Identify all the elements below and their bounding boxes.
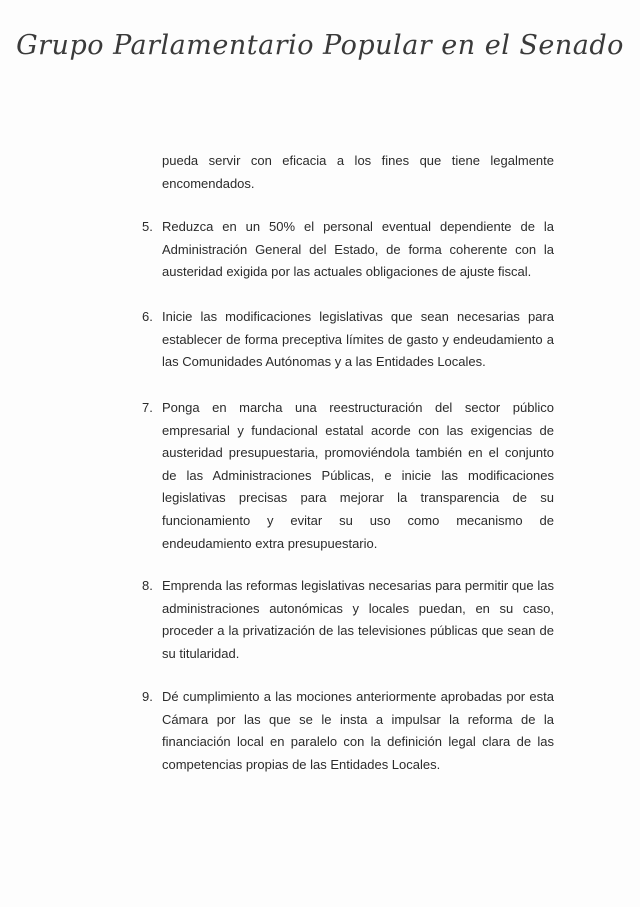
- list-item-text: Emprenda las reformas legislativas necesarias para permitir que las administraciones autonómicas y locales puedan, en su caso, proceder a la privatización de las televisiones públicas que sean de su titularidad.: [162, 578, 554, 661]
- list-item-text: Inicie las modificaciones legislativas que sean necesarias para establecer de forma preceptiva límites de gasto y endeudamiento a las Comunidades Autónomas y a las Entidades Locales.: [162, 309, 554, 370]
- list-item-text: Reduzca en un 50% el personal eventual dependiente de la Administración General del Estado, de forma coherente con la austeridad exigida por las actuales obligaciones de ajuste fiscal.: [162, 219, 554, 280]
- list-item-text: Ponga en marcha una reestructuración del sector público empresarial y fundacional estatal acorde con las exigencias de austeridad presupuestaria, promoviéndola también en el conjunto de las Administraciones Públicas, e inicie las modificaciones legislativas precisas para mejorar la transparencia de su funcionamiento y evitar su uso como mecanismo de endeudamiento extra presupuestario.: [162, 400, 554, 551]
- list-item-number: 7.: [142, 400, 153, 415]
- list-item-text: Dé cumplimiento a las mociones anteriormente aprobadas por esta Cámara por las que se le insta a impulsar la reforma de la financiación local en paralelo con la definición legal clara de las competencias propias de las Entidades Locales.: [162, 689, 554, 772]
- list-item-5: [140, 216, 554, 284]
- list-item-7: [140, 397, 554, 555]
- list-item-number: 5.: [142, 219, 153, 234]
- list-item-number: 6.: [142, 309, 153, 324]
- list-item-number: 9.: [142, 689, 153, 704]
- list-item-6: [140, 306, 554, 374]
- list-item-9: [140, 686, 554, 776]
- continuation-paragraph: pueda servir con eficacia a los fines que tiene legalmente encomendados.: [162, 153, 554, 191]
- list-item-number: 8.: [142, 578, 153, 593]
- letterhead-title: Grupo Parlamentario Popular en el Senado: [16, 30, 624, 61]
- list-item-8: [140, 575, 554, 665]
